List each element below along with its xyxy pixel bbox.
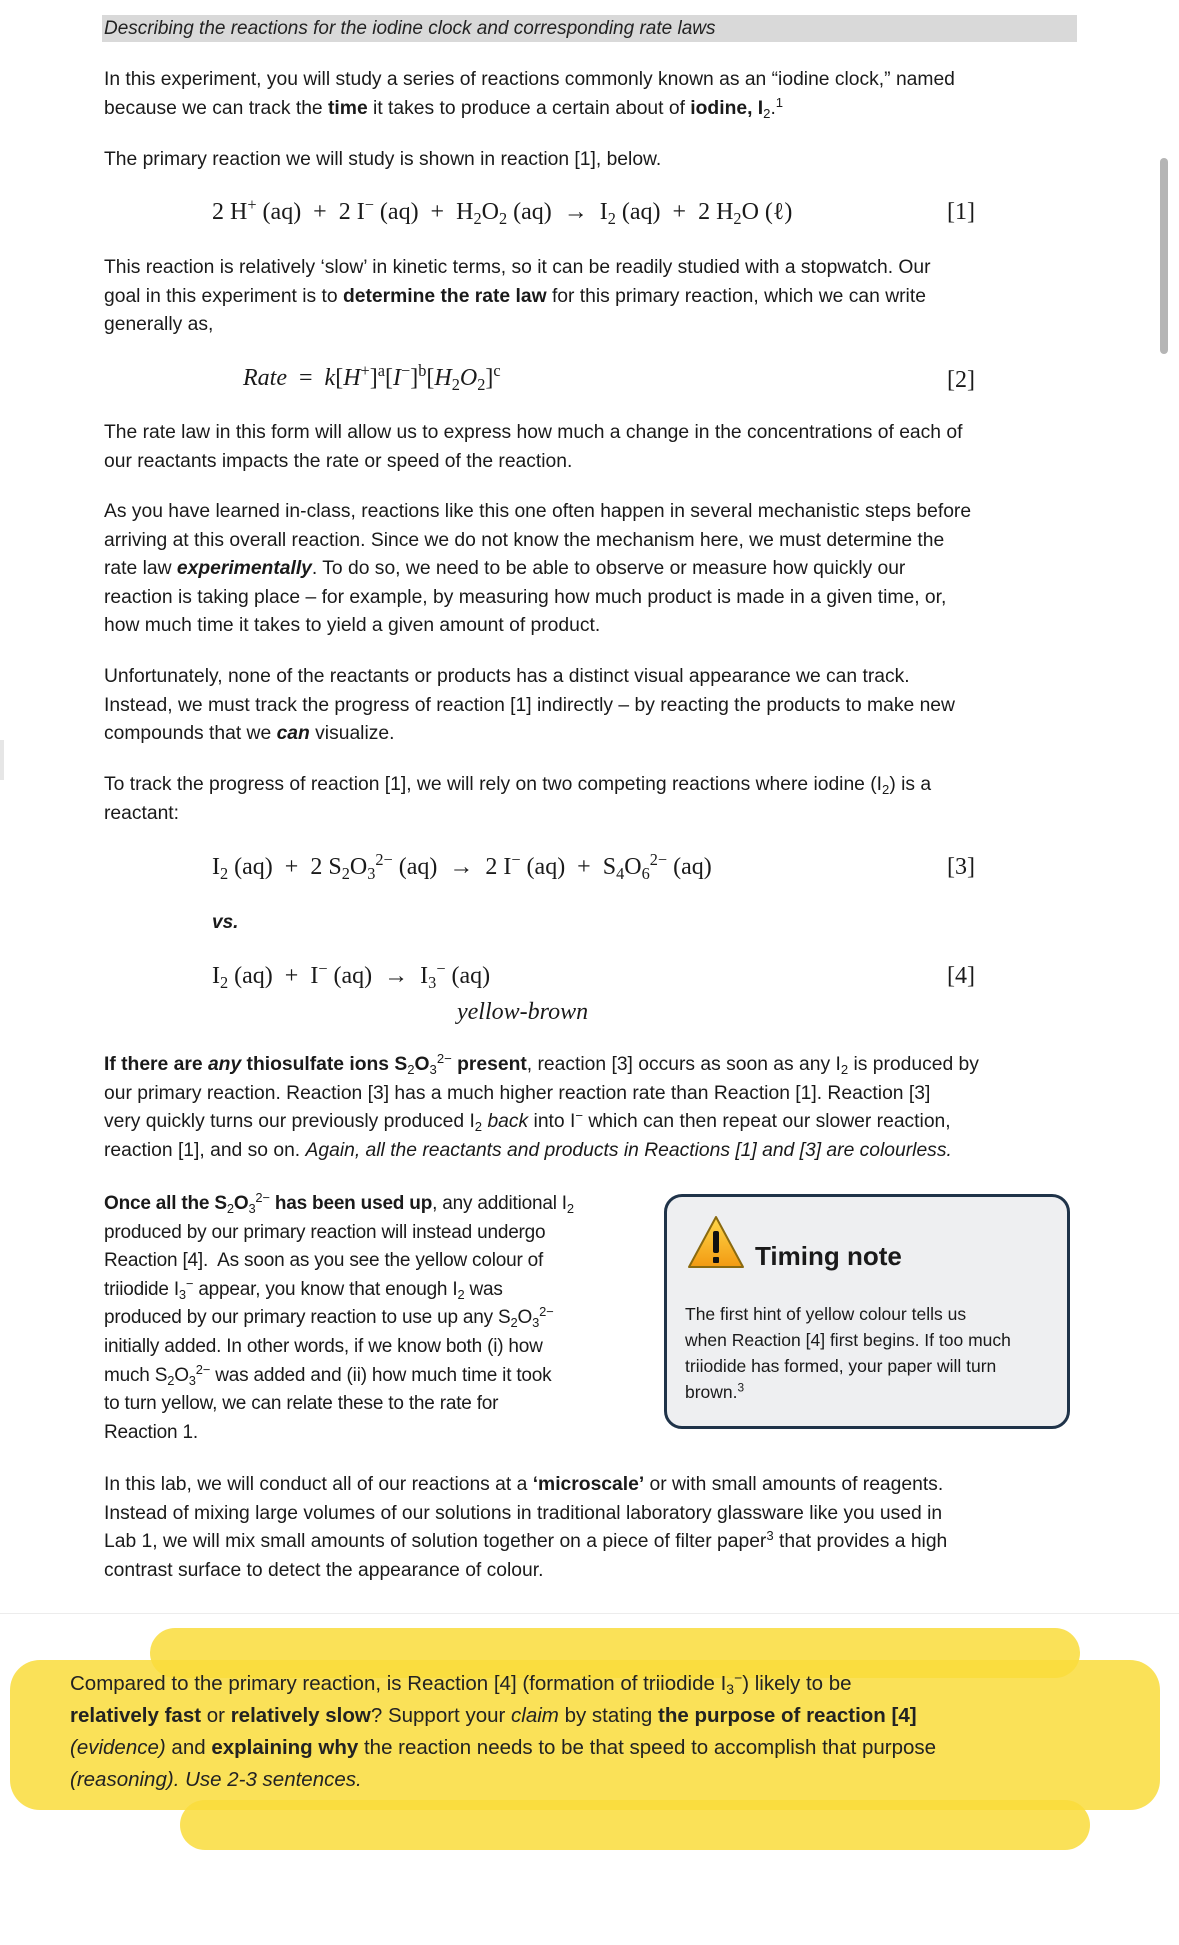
text-run: (aq) → 2 I [392, 854, 512, 880]
text-run: − [364, 195, 374, 215]
text-run: Instead, we must track the progress of reaction [1] indirectly – by reacting the products to make new [104, 694, 955, 716]
text-run: iodine, I [690, 97, 764, 119]
equation-number-3: [3] [947, 854, 975, 880]
text-line [104, 663, 955, 692]
text-run: Compared to the primary reaction, is Reaction [4] (formation of triiodide I [70, 1672, 727, 1695]
text-run: 2 [473, 208, 482, 228]
paragraph-track [104, 771, 931, 828]
text-run: compounds that we [104, 723, 277, 745]
text-run: Lab 1, we will mix small amounts of solution together on a piece of filter paper [104, 1531, 767, 1553]
text-line [104, 1362, 574, 1391]
text-run: 3 [737, 1380, 745, 1395]
text-run: present [451, 1054, 527, 1075]
text-line [212, 850, 712, 883]
text-run: − [734, 1669, 743, 1686]
text-run: initially added. In other words, if we know both (i) how [104, 1335, 543, 1357]
text-run: 2− [375, 850, 393, 870]
equation-number-1: [1] [947, 199, 975, 225]
text-run: which can then repeat our slower reaction, [583, 1111, 951, 1133]
text-run: + [360, 361, 370, 381]
text-run: [ [384, 365, 393, 391]
text-run: can [276, 723, 310, 745]
paragraph-microscale [104, 1471, 947, 1585]
text-line [104, 146, 661, 175]
text-run: was added and (ii) how much time it took [210, 1364, 552, 1386]
text-run: brown. [685, 1382, 738, 1402]
text-run: If there are [104, 1054, 208, 1075]
paragraph-slow [104, 254, 931, 340]
text-run: 2 [477, 374, 486, 394]
text-run: our primary reaction. Reaction [3] has a much higher reaction rate than Reaction [1]. Reaction [3] [104, 1082, 931, 1104]
text-run: 2− [539, 1304, 554, 1320]
text-run: 2 [840, 1061, 849, 1077]
text-run: O [459, 365, 478, 391]
text-line [104, 800, 931, 829]
text-run: very quickly turns our previously produced I [104, 1111, 475, 1133]
text-run: is produced by [848, 1054, 979, 1075]
text-run: 2 [220, 863, 229, 883]
text-run: 3 [766, 1527, 774, 1543]
equation-4-color-label: yellow-brown [457, 999, 589, 1025]
text-run: 2− [195, 1361, 211, 1377]
text-run: k [324, 365, 336, 391]
text-line [104, 419, 962, 448]
text-run: ? Support your [370, 1704, 512, 1727]
text-run: H [434, 365, 452, 391]
text-line [104, 692, 955, 721]
text-line [212, 959, 491, 992]
paragraph-mechanism [104, 498, 971, 641]
text-run: 2 [451, 374, 460, 394]
text-run: our reactants impacts the rate or speed of the reaction. [104, 450, 573, 472]
text-run: Reaction 1. [104, 1421, 198, 1443]
text-line [104, 720, 955, 749]
text-run: To track the progress of reaction [1], we will rely on two competing reactions where iodine (I [104, 774, 883, 795]
text-run: (aq) → I [507, 199, 608, 225]
scrollbar-thumb[interactable] [1160, 158, 1168, 354]
warning-icon [687, 1215, 745, 1269]
text-run: This reaction is relatively ‘slow’ in kinetic terms, so it can be readily studied with a stopwatch. Our [104, 257, 931, 278]
text-run: The rate law in this form will allow us to express how much a change in the concentrations of each of [104, 422, 963, 443]
text-run: ] [369, 365, 378, 391]
text-line [70, 1700, 936, 1732]
text-run: produced by our primary reaction will instead undergo [104, 1221, 546, 1243]
text-run: 2− [649, 850, 668, 870]
text-run: 1 [775, 94, 784, 110]
text-run: 2 [220, 972, 229, 992]
text-line [212, 195, 793, 228]
text-line [104, 1137, 979, 1166]
text-run: (aq) + H [373, 199, 474, 225]
text-run: a [377, 361, 385, 381]
text-line [685, 1353, 1011, 1379]
text-run: . [770, 97, 776, 119]
text-run: I [212, 963, 220, 989]
text-run: 3 [428, 972, 437, 992]
text-run: generally as, [104, 314, 214, 336]
timing-note-text [685, 1301, 1011, 1405]
text-run: 3 [367, 863, 376, 883]
text-line [104, 1304, 574, 1333]
text-run: triiodide has formed, your paper will turn [685, 1356, 997, 1376]
text-run: − [575, 1107, 584, 1123]
text-run: H [343, 365, 361, 391]
text-run: O (ℓ) [741, 199, 793, 225]
paragraph-unfortunately [104, 663, 955, 749]
timing-note-box [664, 1194, 1070, 1429]
text-run: I [392, 365, 401, 391]
text-run: ‘microscale’ [532, 1474, 645, 1495]
text-run: (aq) → I [327, 963, 429, 989]
paragraph-once [104, 1190, 574, 1447]
text-run: rate law [104, 558, 177, 580]
text-run: O [414, 1054, 430, 1075]
text-line [70, 1764, 936, 1796]
text-run: Once all the S [104, 1193, 227, 1214]
text-run: , any additional I [432, 1193, 567, 1214]
text-run: + [247, 195, 257, 215]
text-line [104, 1219, 574, 1248]
text-line [104, 1390, 574, 1419]
text-run: 2 [510, 1315, 518, 1331]
text-run: As you have learned in-class, reactions like this one often happen in several mechanistic steps before [104, 501, 972, 522]
text-run: goal in this experiment is to [104, 285, 343, 307]
text-run: 2 [882, 781, 890, 797]
text-run: (aq) + 2 S [228, 854, 342, 880]
timing-note-title: Timing note [755, 1241, 902, 1271]
text-run: The primary reaction we will study is shown in reaction [1], below. [104, 149, 662, 170]
text-line [104, 527, 971, 556]
text-run: 6 [641, 863, 650, 883]
text-run: by stating [558, 1704, 659, 1727]
text-run: 4 [616, 863, 625, 883]
text-line [104, 584, 971, 613]
text-run: 2 [498, 208, 508, 228]
text-run: 3 [248, 1200, 256, 1216]
text-run: 2 H [212, 199, 248, 225]
text-run: In this experiment, you will study a series of reactions commonly known as an “iodine clock,” named [104, 69, 955, 90]
text-run: ] [485, 365, 494, 391]
text-line [104, 612, 971, 641]
text-run: (aq) + 2 I [256, 199, 365, 225]
text-run: O [349, 854, 368, 880]
text-run: claim [511, 1704, 559, 1727]
text-run: explaining why [211, 1736, 359, 1759]
text-line [104, 498, 971, 527]
text-line [104, 311, 931, 340]
equation-1 [212, 195, 793, 228]
text-run: 3 [429, 1061, 437, 1077]
text-run: Rate [243, 365, 287, 391]
text-run: Again, all the reactants and products in Reactions [1] and [3] are colourless. [305, 1139, 952, 1161]
text-run: back [487, 1111, 529, 1133]
text-run: 3 [188, 1372, 196, 1388]
text-run: . To do so, we need to be able to observe or measure how quickly our [311, 558, 906, 580]
text-run: triiodide I [104, 1278, 179, 1300]
equation-3 [212, 850, 712, 883]
text-run: 2 [167, 1372, 175, 1388]
text-run: because we can track the [104, 97, 329, 119]
text-run: (evidence) [70, 1736, 166, 1759]
text-run: to turn yellow, we can relate these to the rate for [104, 1393, 499, 1415]
text-run: that provides a high [773, 1531, 948, 1553]
text-line [104, 1247, 574, 1276]
text-run: (aq) + S [520, 854, 617, 880]
text-run: how much time it takes to yield a given amount of product. [104, 615, 601, 637]
text-run: reactant: [104, 802, 180, 824]
text-run: O [481, 199, 499, 225]
text-line [104, 1419, 574, 1448]
text-line [685, 1301, 1011, 1327]
text-run: visualize. [309, 723, 395, 745]
text-run: and [165, 1736, 212, 1759]
equation-4 [212, 959, 491, 992]
text-run: 2 [566, 1200, 574, 1216]
text-run: ] [410, 365, 419, 391]
section-header [102, 15, 1077, 42]
text-line [104, 1276, 574, 1305]
text-run: = [286, 365, 325, 391]
text-run: was [464, 1278, 503, 1300]
text-run: [ [426, 365, 435, 391]
text-run: the purpose of reaction [4] [658, 1704, 917, 1727]
text-line [104, 1080, 979, 1109]
text-run: much S [104, 1364, 168, 1386]
question-prompt [70, 1668, 936, 1796]
text-run: Reaction [4]. As soon as you see the yellow colour of [104, 1250, 544, 1272]
text-line [104, 1333, 574, 1362]
text-line [104, 1471, 947, 1500]
text-run: b [418, 361, 427, 381]
text-run: , reaction [3] occurs as soon as any I [526, 1054, 841, 1075]
text-line [70, 1668, 936, 1700]
equation-number-4: [4] [947, 963, 975, 989]
paragraph-intro [104, 66, 955, 123]
text-line [104, 95, 955, 124]
text-run: O [233, 1193, 249, 1214]
paragraph-thiosulfate [104, 1051, 979, 1165]
text-line [104, 448, 962, 477]
text-run: (reasoning). Use 2-3 sentences. [70, 1768, 362, 1791]
text-run: [ [335, 365, 344, 391]
text-run: or with small amounts of reagents. [644, 1474, 944, 1495]
text-run: − [511, 850, 521, 870]
text-line [70, 1732, 936, 1764]
text-line [104, 1500, 947, 1529]
text-run: has been used up [269, 1193, 433, 1214]
versus-label: vs. [212, 912, 239, 933]
text-run: ) likely to be [742, 1672, 852, 1695]
text-run: O [174, 1364, 189, 1386]
text-run: when Reaction [4] first begins. If too much [685, 1330, 1011, 1350]
paragraph-primary [104, 146, 661, 175]
text-run: Unfortunately, none of the reactants or products has a distinct visual appearance we can track. [104, 666, 910, 687]
text-line [243, 361, 501, 394]
text-run: I [212, 854, 220, 880]
text-run: determine the rate law [343, 285, 547, 307]
text-run: (aq) [667, 854, 712, 880]
paragraph-rate-law [104, 419, 962, 476]
text-run: Instead of mixing large volumes of our solutions in traditional laboratory glassware like you used in [104, 1502, 943, 1524]
text-run: produced by our primary reaction to use up any S [104, 1307, 511, 1329]
text-run: time [328, 97, 368, 119]
text-run: 2 [607, 208, 616, 228]
text-run: it takes to produce a certain about of [367, 97, 691, 119]
text-run: (aq) [445, 963, 491, 989]
text-line [104, 1190, 574, 1219]
text-run: 2 [763, 105, 771, 121]
text-line [104, 283, 931, 312]
text-run: into I [528, 1111, 576, 1133]
text-run: The first hint of yellow colour tells us [685, 1304, 967, 1324]
equation-2-rate-law [243, 361, 501, 394]
text-run: O [517, 1307, 533, 1329]
text-run: 2 [407, 1061, 415, 1077]
text-line [104, 254, 931, 283]
text-run: relatively slow [230, 1704, 371, 1727]
text-run: experimentally [176, 558, 312, 580]
text-run: c [493, 361, 501, 381]
divider [0, 1613, 1179, 1614]
text-run: 3 [532, 1315, 540, 1331]
text-run: 2 [226, 1200, 234, 1216]
text-run: 3 [178, 1286, 186, 1302]
text-run: (aq) + I [228, 963, 319, 989]
text-run: 2− [255, 1189, 270, 1205]
text-run: In this lab, we will conduct all of our reactions at a [104, 1474, 533, 1495]
equation-number-2: [2] [947, 367, 975, 393]
text-run: the reaction needs to be that speed to accomplish that purpose [358, 1736, 937, 1759]
text-run: contrast surface to detect the appearance of colour. [104, 1559, 544, 1581]
text-line [104, 66, 955, 95]
text-run: relatively fast [70, 1704, 202, 1727]
text-run: for this primary reaction, which we can write [546, 285, 926, 307]
text-run: any [207, 1054, 242, 1075]
text-run: 2− [436, 1050, 452, 1066]
text-run: − [400, 361, 411, 381]
text-line [104, 555, 971, 584]
text-line [685, 1327, 1011, 1353]
text-run: or [201, 1704, 231, 1727]
text-line [104, 1528, 947, 1557]
text-line [104, 1557, 947, 1586]
text-run: 2 [733, 208, 742, 228]
text-run: arriving at this overall reaction. Since we do not know the mechanism here, we must determine the [104, 529, 945, 551]
section-title: Describing the reactions for the iodine clock and corresponding rate laws [104, 18, 716, 39]
text-run: 2 [474, 1119, 483, 1135]
text-run: − [436, 959, 446, 979]
text-run: − [185, 1275, 194, 1291]
text-run: (aq) + 2 H [615, 199, 734, 225]
text-line [104, 1108, 979, 1137]
text-line [104, 1051, 979, 1080]
highlight-stroke [180, 1800, 1090, 1850]
text-run: reaction is taking place – for example, by measuring how much product is made in a given time, or, [104, 586, 947, 608]
text-run: reaction [1], and so on. [104, 1139, 306, 1161]
text-run: 3 [726, 1681, 735, 1698]
text-line [104, 771, 931, 800]
text-run: O [624, 854, 642, 880]
text-run: − [318, 959, 328, 979]
text-run: 2 [457, 1286, 465, 1302]
text-run: thiosulfate ions S [241, 1054, 408, 1075]
text-line [685, 1379, 1011, 1405]
page-edge [0, 740, 4, 780]
text-run: ) is a [889, 774, 932, 795]
text-run: appear, you know that enough I [193, 1278, 458, 1300]
text-run: 2 [341, 863, 350, 883]
